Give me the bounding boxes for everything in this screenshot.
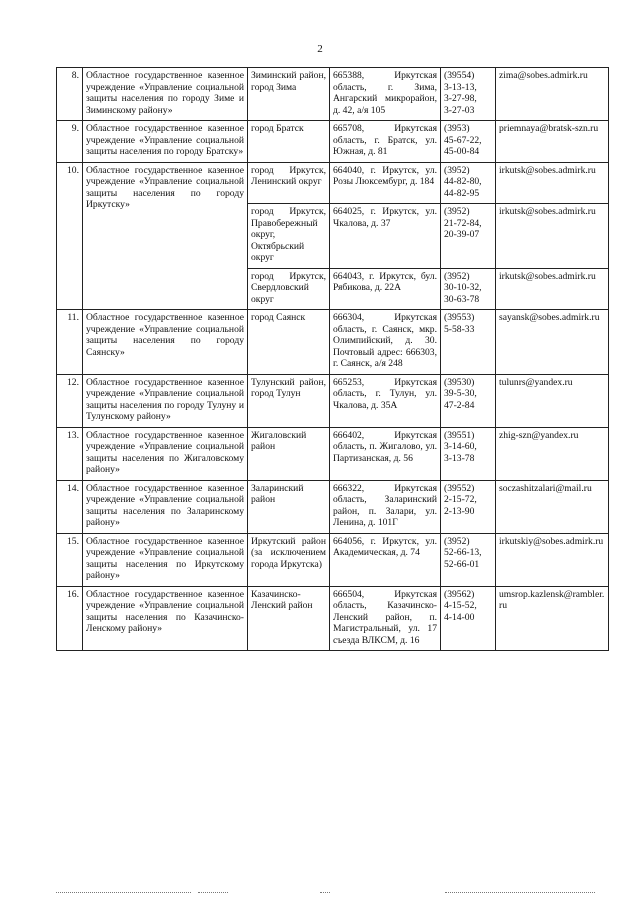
phone-cell: (39551) 3-14-60, 3-13-78 xyxy=(441,427,496,480)
institution-name: Областное государственное казенное учреждение «Управление социальной защиты населения по Иркутскому району» xyxy=(83,533,248,586)
address-cell: 666322, Иркутская область, Заларинский район, п. Залари, ул. Ленина, д. 101Г xyxy=(330,480,441,533)
address-cell: 666504, Иркутская область, Казачинско-Ленский район, п. Магистральный, ул. 17 съезда ВЛКСМ, д. 16 xyxy=(330,586,441,651)
footer-rule xyxy=(198,892,228,893)
row-number: 16. xyxy=(57,586,83,651)
phone-cell: (3953) 45-67-22, 45-00-84 xyxy=(441,121,496,163)
footer-rule xyxy=(320,892,330,893)
territory-cell: Казачинско-Ленский район xyxy=(248,586,330,651)
territory-cell: Заларинский район xyxy=(248,480,330,533)
territory-cell: город Иркутск, Правобережный округ, Октябрьский округ xyxy=(248,204,330,269)
email-link[interactable]: sayansk@sobes.admirk.ru xyxy=(496,310,609,375)
footer-rule xyxy=(56,892,191,893)
row-number: 15. xyxy=(57,533,83,586)
phone-cell: (39554) 3-13-13, 3-27-98, 3-27-03 xyxy=(441,68,496,121)
address-cell: 664056, г. Иркутск, ул. Академическая, д. 74 xyxy=(330,533,441,586)
row-number: 8. xyxy=(57,68,83,121)
address-cell: 666304, Иркутская область, г. Саянск, мкр. Олимпийский, д. 30. Почтовый адрес: 666303, г. Саянск, а/я 248 xyxy=(330,310,441,375)
email-link[interactable]: umsrop.kazlensk@rambler.ru xyxy=(496,586,609,651)
email-link[interactable]: zima@sobes.admirk.ru xyxy=(496,68,609,121)
territory-cell: Зиминский район, город Зима xyxy=(248,68,330,121)
table-row xyxy=(57,121,609,163)
table-row xyxy=(57,586,609,651)
email-link[interactable]: irkutsk@sobes.admirk.ru xyxy=(496,204,609,269)
institution-name: Областное государственное казенное учреждение «Управление социальной защиты населения по городу Иркутску» xyxy=(83,162,248,310)
address-cell: 664040, г. Иркутск, ул. Розы Люксембург, д. 184 xyxy=(330,162,441,204)
address-cell: 664043, г. Иркутск, бул. Рябикова, д. 22А xyxy=(330,268,441,310)
territory-cell: город Саянск xyxy=(248,310,330,375)
institution-name: Областное государственное казенное учреждение «Управление социальной защиты населения по Казачинско-Ленскому району» xyxy=(83,586,248,651)
institution-name: Областное государственное казенное учреждение «Управление социальной защиты населения по городу Зиме и Зиминскому району» xyxy=(83,68,248,121)
territory-cell: город Иркутск, Ленинский округ xyxy=(248,162,330,204)
address-cell: 665388, Иркутская область, г. Зима, Ангарский микрорайон, д. 42, а/я 105 xyxy=(330,68,441,121)
institutions-table-body xyxy=(57,68,609,651)
phone-cell: (3952) 52-66-13, 52-66-01 xyxy=(441,533,496,586)
table-row xyxy=(57,310,609,375)
territory-cell: Тулунский район, город Тулун xyxy=(248,374,330,427)
email-link[interactable]: tulunrs@yandex.ru xyxy=(496,374,609,427)
phone-cell: (39562) 4-15-52, 4-14-00 xyxy=(441,586,496,651)
footer-rule xyxy=(445,892,595,893)
institution-name: Областное государственное казенное учреждение «Управление социальной защиты населения по городу Саянску» xyxy=(83,310,248,375)
phone-cell: (3952) 30-10-32, 30-63-78 xyxy=(441,268,496,310)
table-row xyxy=(57,374,609,427)
email-link[interactable]: irkutsk@sobes.admirk.ru xyxy=(496,162,609,204)
email-link[interactable]: priemnaya@bratsk-szn.ru xyxy=(496,121,609,163)
institution-name: Областное государственное казенное учреждение «Управление социальной защиты населения по Заларинскому району» xyxy=(83,480,248,533)
territory-cell: город Иркутск, Свердловский округ xyxy=(248,268,330,310)
phone-cell: (3952) 21-72-84, 20-39-07 xyxy=(441,204,496,269)
phone-cell: (39552) 2-15-72, 2-13-90 xyxy=(441,480,496,533)
institution-name: Областное государственное казенное учреждение «Управление социальной защиты населения по городу Тулуну и Тулунскому району» xyxy=(83,374,248,427)
row-number: 14. xyxy=(57,480,83,533)
institutions-table xyxy=(56,67,609,651)
territory-cell: город Братск xyxy=(248,121,330,163)
row-number: 13. xyxy=(57,427,83,480)
institution-name: Областное государственное казенное учреждение «Управление социальной защиты населения по городу Братску» xyxy=(83,121,248,163)
territory-cell: Иркутский район (за исключением города Иркутска) xyxy=(248,533,330,586)
table-row xyxy=(57,162,609,204)
institution-name: Областное государственное казенное учреждение «Управление социальной защиты населения по Жигаловскому району» xyxy=(83,427,248,480)
email-link[interactable]: irkutskiy@sobes.admirk.ru xyxy=(496,533,609,586)
email-link[interactable]: zhig-szn@yandex.ru xyxy=(496,427,609,480)
address-cell: 664025, г. Иркутск, ул. Чкалова, д. 37 xyxy=(330,204,441,269)
phone-cell: (3952) 44-82-80, 44-82-95 xyxy=(441,162,496,204)
phone-cell: (39553) 5-58-33 xyxy=(441,310,496,375)
address-cell: 665708, Иркутская область, г. Братск, ул. Южная, д. 81 xyxy=(330,121,441,163)
address-cell: 666402, Иркутская область, п. Жигалово, ул. Партизанская, д. 56 xyxy=(330,427,441,480)
email-link[interactable]: irkutsk@sobes.admirk.ru xyxy=(496,268,609,310)
phone-cell: (39530) 39-5-30, 47-2-84 xyxy=(441,374,496,427)
page-number: 2 xyxy=(317,43,323,55)
row-number: 9. xyxy=(57,121,83,163)
row-number: 11. xyxy=(57,310,83,375)
table-row xyxy=(57,533,609,586)
email-link[interactable]: soczashitzalari@mail.ru xyxy=(496,480,609,533)
row-number: 12. xyxy=(57,374,83,427)
row-number: 10. xyxy=(57,162,83,310)
territory-cell: Жигаловский район xyxy=(248,427,330,480)
table-row xyxy=(57,68,609,121)
table-row xyxy=(57,427,609,480)
address-cell: 665253, Иркутская область, г. Тулун, ул. Чкалова, д. 35А xyxy=(330,374,441,427)
table-row xyxy=(57,480,609,533)
